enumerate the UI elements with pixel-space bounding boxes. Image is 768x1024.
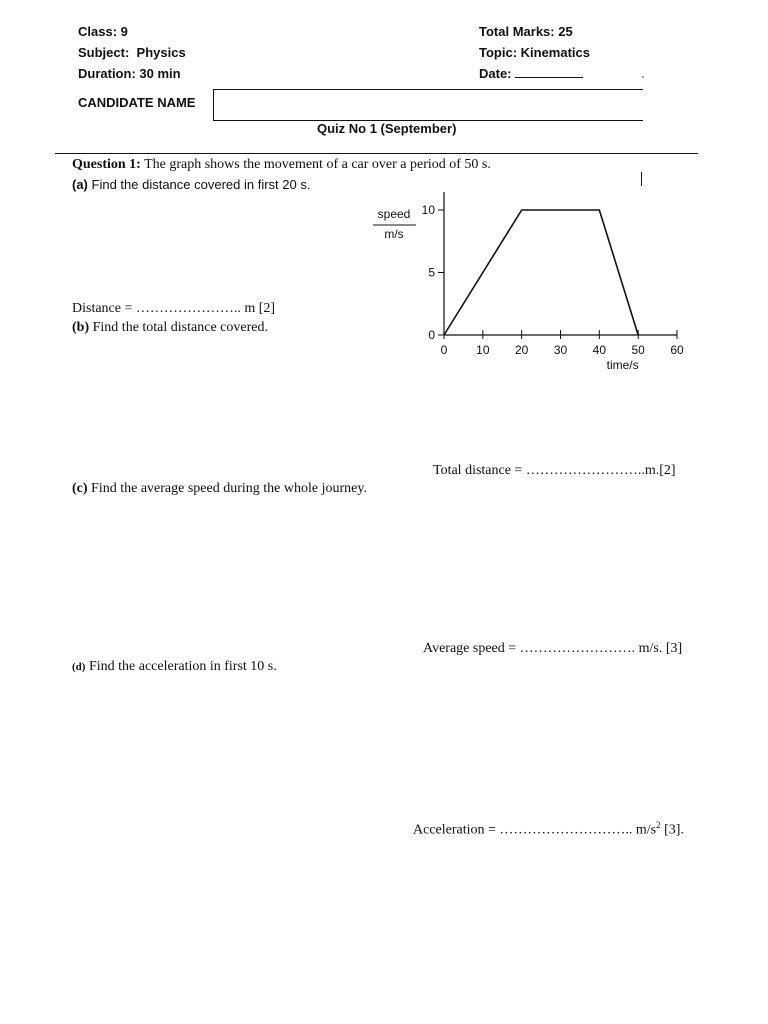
part-d-text: Find the acceleration in first 10 s. [88, 659, 277, 674]
x-tick-label: 50 [631, 343, 645, 357]
part-b-question [72, 320, 268, 336]
x-tick-label: 10 [476, 343, 490, 357]
part-d-question [72, 659, 277, 675]
part-c-question [72, 481, 367, 497]
section-divider [55, 153, 698, 154]
part-a-label: (a) [72, 177, 88, 192]
part-d-label: (d) [72, 661, 86, 673]
class-label: Class: 9 [78, 24, 128, 39]
part-c-answer[interactable]: Average speed = ……………………. m/s. [3] [423, 641, 683, 656]
x-tick-label: 40 [592, 343, 607, 357]
date-blank[interactable] [515, 66, 583, 78]
quiz-title: Quiz No 1 (September) [317, 121, 457, 136]
y-axis-label-bottom: m/s [384, 227, 404, 241]
question1-intro [72, 157, 491, 173]
part-c-label: (c) [72, 481, 88, 496]
y-tick-label: 5 [428, 265, 435, 280]
x-tick-label: 20 [514, 343, 529, 357]
speed-series-line [444, 210, 638, 335]
part-a-text: Find the distance covered in first 20 s. [91, 177, 311, 192]
duration-label: Duration: 30 min [78, 66, 181, 81]
question1-label: Question 1: [72, 157, 141, 172]
subject-label [78, 45, 186, 60]
y-tick-label: 0 [428, 328, 435, 342]
topic-label: Topic: Kinematics [479, 45, 591, 60]
x-tick-label: 60 [670, 343, 684, 357]
part-b-label: (b) [72, 320, 90, 335]
total-marks-label: Total Marks: 25 [479, 24, 573, 39]
part-b-answer[interactable]: Total distance = ……………………..m.[2] [433, 463, 676, 478]
y-tick-label: 10 [421, 203, 435, 217]
date-field[interactable] [479, 66, 583, 81]
part-c-text: Find the average speed during the whole journey. [91, 481, 367, 496]
part-d-answer-prefix: Acceleration = ……………………….. m/s [413, 822, 657, 838]
date-label: Date: [479, 66, 512, 81]
speed-time-graph [360, 185, 700, 380]
stray-dot [642, 76, 644, 78]
question1-text: The graph shows the movement of a car over a period of 50 s. [144, 157, 491, 172]
candidate-name-box[interactable] [213, 89, 643, 121]
part-a-answer[interactable]: Distance = ………………….. m [2] [72, 301, 276, 316]
part-d-answer-sup: 2 [656, 820, 661, 830]
candidate-name-label: CANDIDATE NAME [78, 95, 196, 110]
part-b-text: Find the total distance covered. [92, 320, 268, 335]
x-axis-label: time/s [606, 358, 639, 372]
cursor-mark [641, 172, 642, 186]
part-d-answer[interactable] [413, 820, 684, 839]
subject-value: Physics [136, 45, 186, 60]
subject-key: Subject: [78, 45, 130, 60]
part-d-answer-suffix: [3]. [660, 822, 684, 838]
y-axis-label-top: speed [377, 207, 411, 221]
part-a-question [72, 177, 310, 192]
x-tick-label: 30 [553, 343, 568, 357]
x-tick-label: 0 [440, 343, 448, 357]
